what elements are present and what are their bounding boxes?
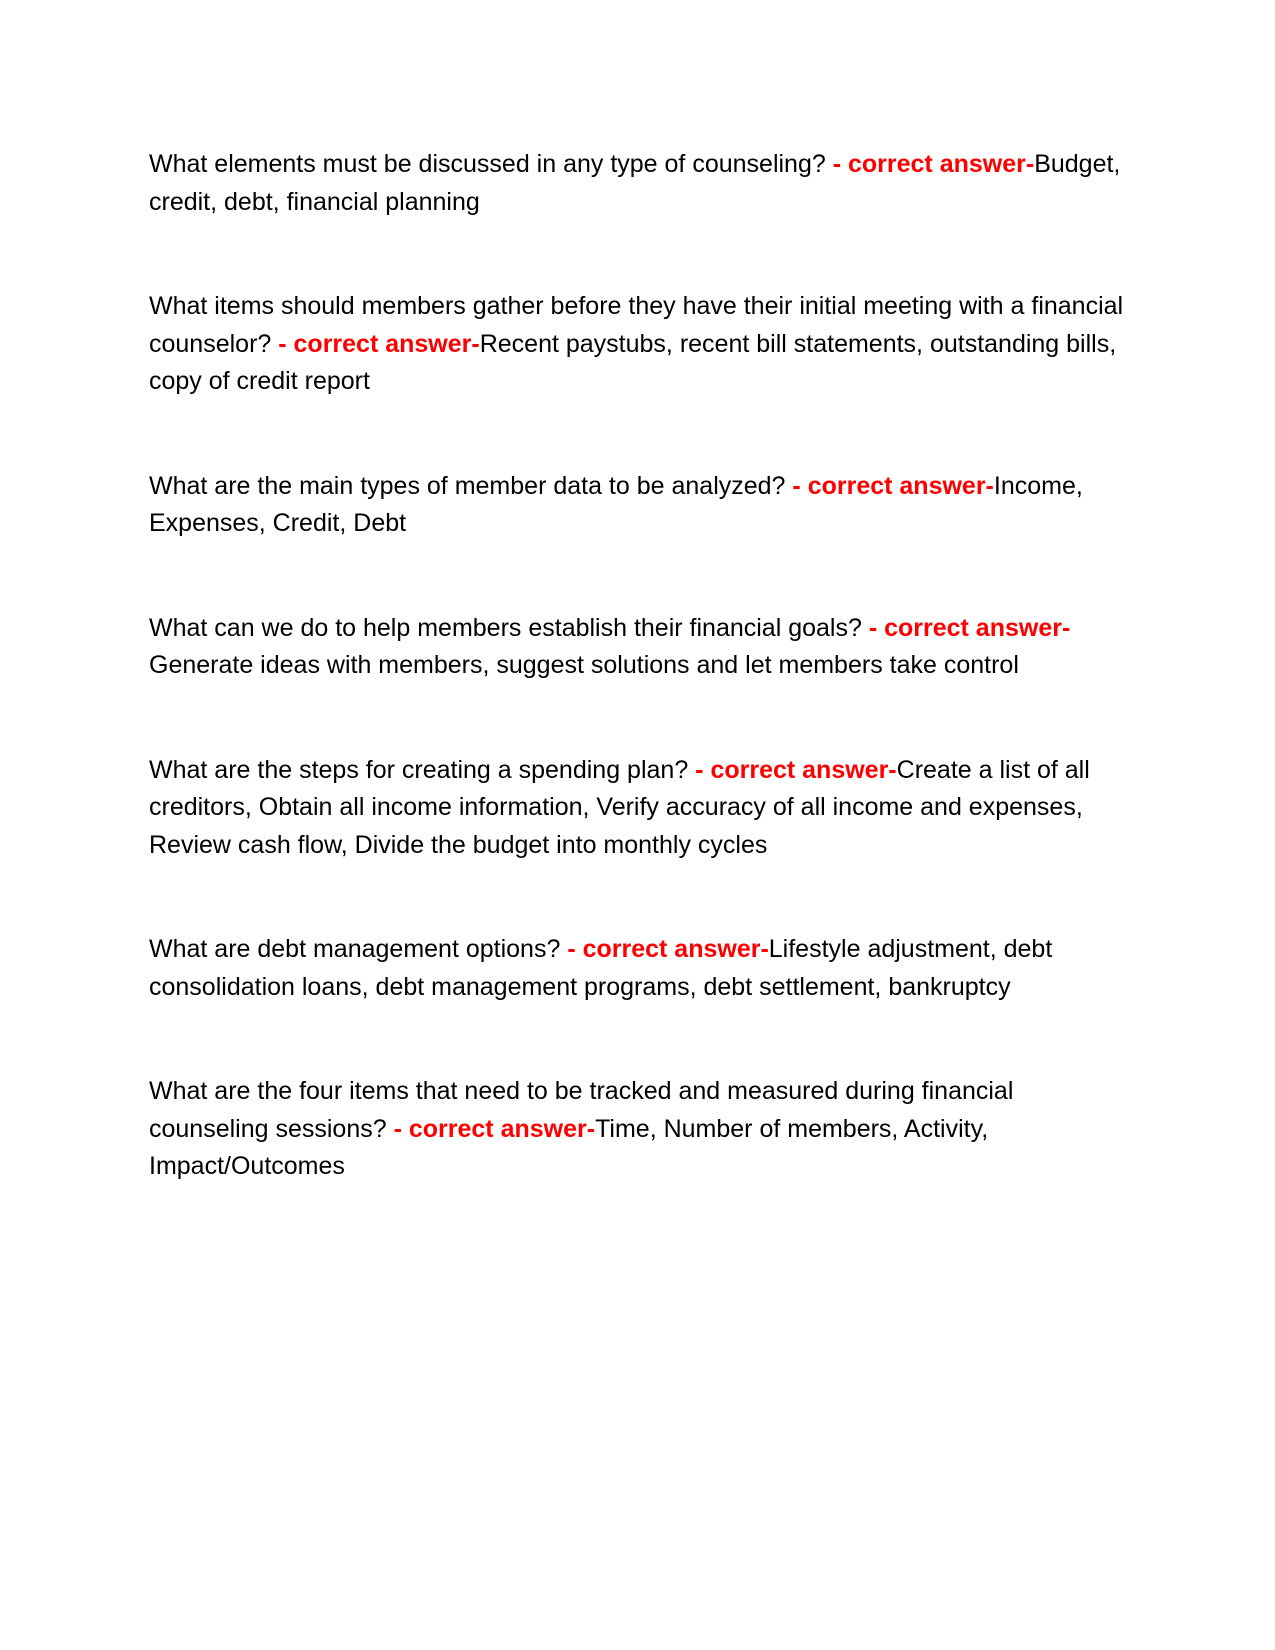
question-text: What can we do to help members establish their financial goals?: [149, 613, 869, 642]
correct-answer-marker: - correct answer-: [278, 329, 480, 358]
question-text: What items should members gather before they have their initial meeting with a financial counselor?: [149, 292, 1124, 358]
question-text: What elements must be discussed in any type of counseling?: [149, 150, 833, 178]
answer-text: Time, Number of members, Activity, Impact/Outcomes: [149, 1114, 989, 1180]
question-text: What are debt management options?: [149, 935, 568, 963]
answer-text: Create a list of all creditors, Obtain all income information, Verify accuracy of all income and expenses, Review cash flow, Divide the budget into monthly cycles: [149, 755, 1090, 859]
correct-answer-marker: - correct answer-: [393, 1114, 596, 1143]
question-text: What are the steps for creating a spending plan?: [149, 755, 696, 784]
question-text: What are the four items that need to be tracked and measured during financial counseling sessions?: [149, 1077, 1014, 1143]
qa-item: [149, 1073, 1134, 1186]
qa-item: [149, 146, 1134, 221]
qa-list: [149, 146, 1134, 1253]
qa-item: [149, 752, 1134, 865]
qa-item: [149, 931, 1134, 1006]
correct-answer-marker: - correct answer-: [792, 471, 994, 500]
correct-answer-marker: - correct answer-: [567, 935, 769, 963]
answer-text: Lifestyle adjustment, debt consolidation loans, debt management programs, debt settlement, bankruptcy: [149, 935, 1053, 1001]
qa-item: [149, 610, 1134, 685]
answer-text: Recent paystubs, recent bill statements, outstanding bills, copy of credit report: [149, 329, 1117, 395]
qa-item: [149, 468, 1134, 543]
answer-text: Budget, credit, debt, financial planning: [149, 150, 1121, 216]
correct-answer-marker: - correct answer-: [832, 150, 1035, 178]
question-text: What are the main types of member data to be analyzed?: [149, 471, 793, 500]
correct-answer-marker: - correct answer-: [695, 755, 897, 784]
answer-text: Income, Expenses, Credit, Debt: [149, 471, 1083, 537]
correct-answer-marker: - correct answer-: [868, 613, 1071, 642]
answer-text: Generate ideas with members, suggest solutions and let members take control: [149, 651, 1019, 679]
qa-item: [149, 288, 1134, 401]
